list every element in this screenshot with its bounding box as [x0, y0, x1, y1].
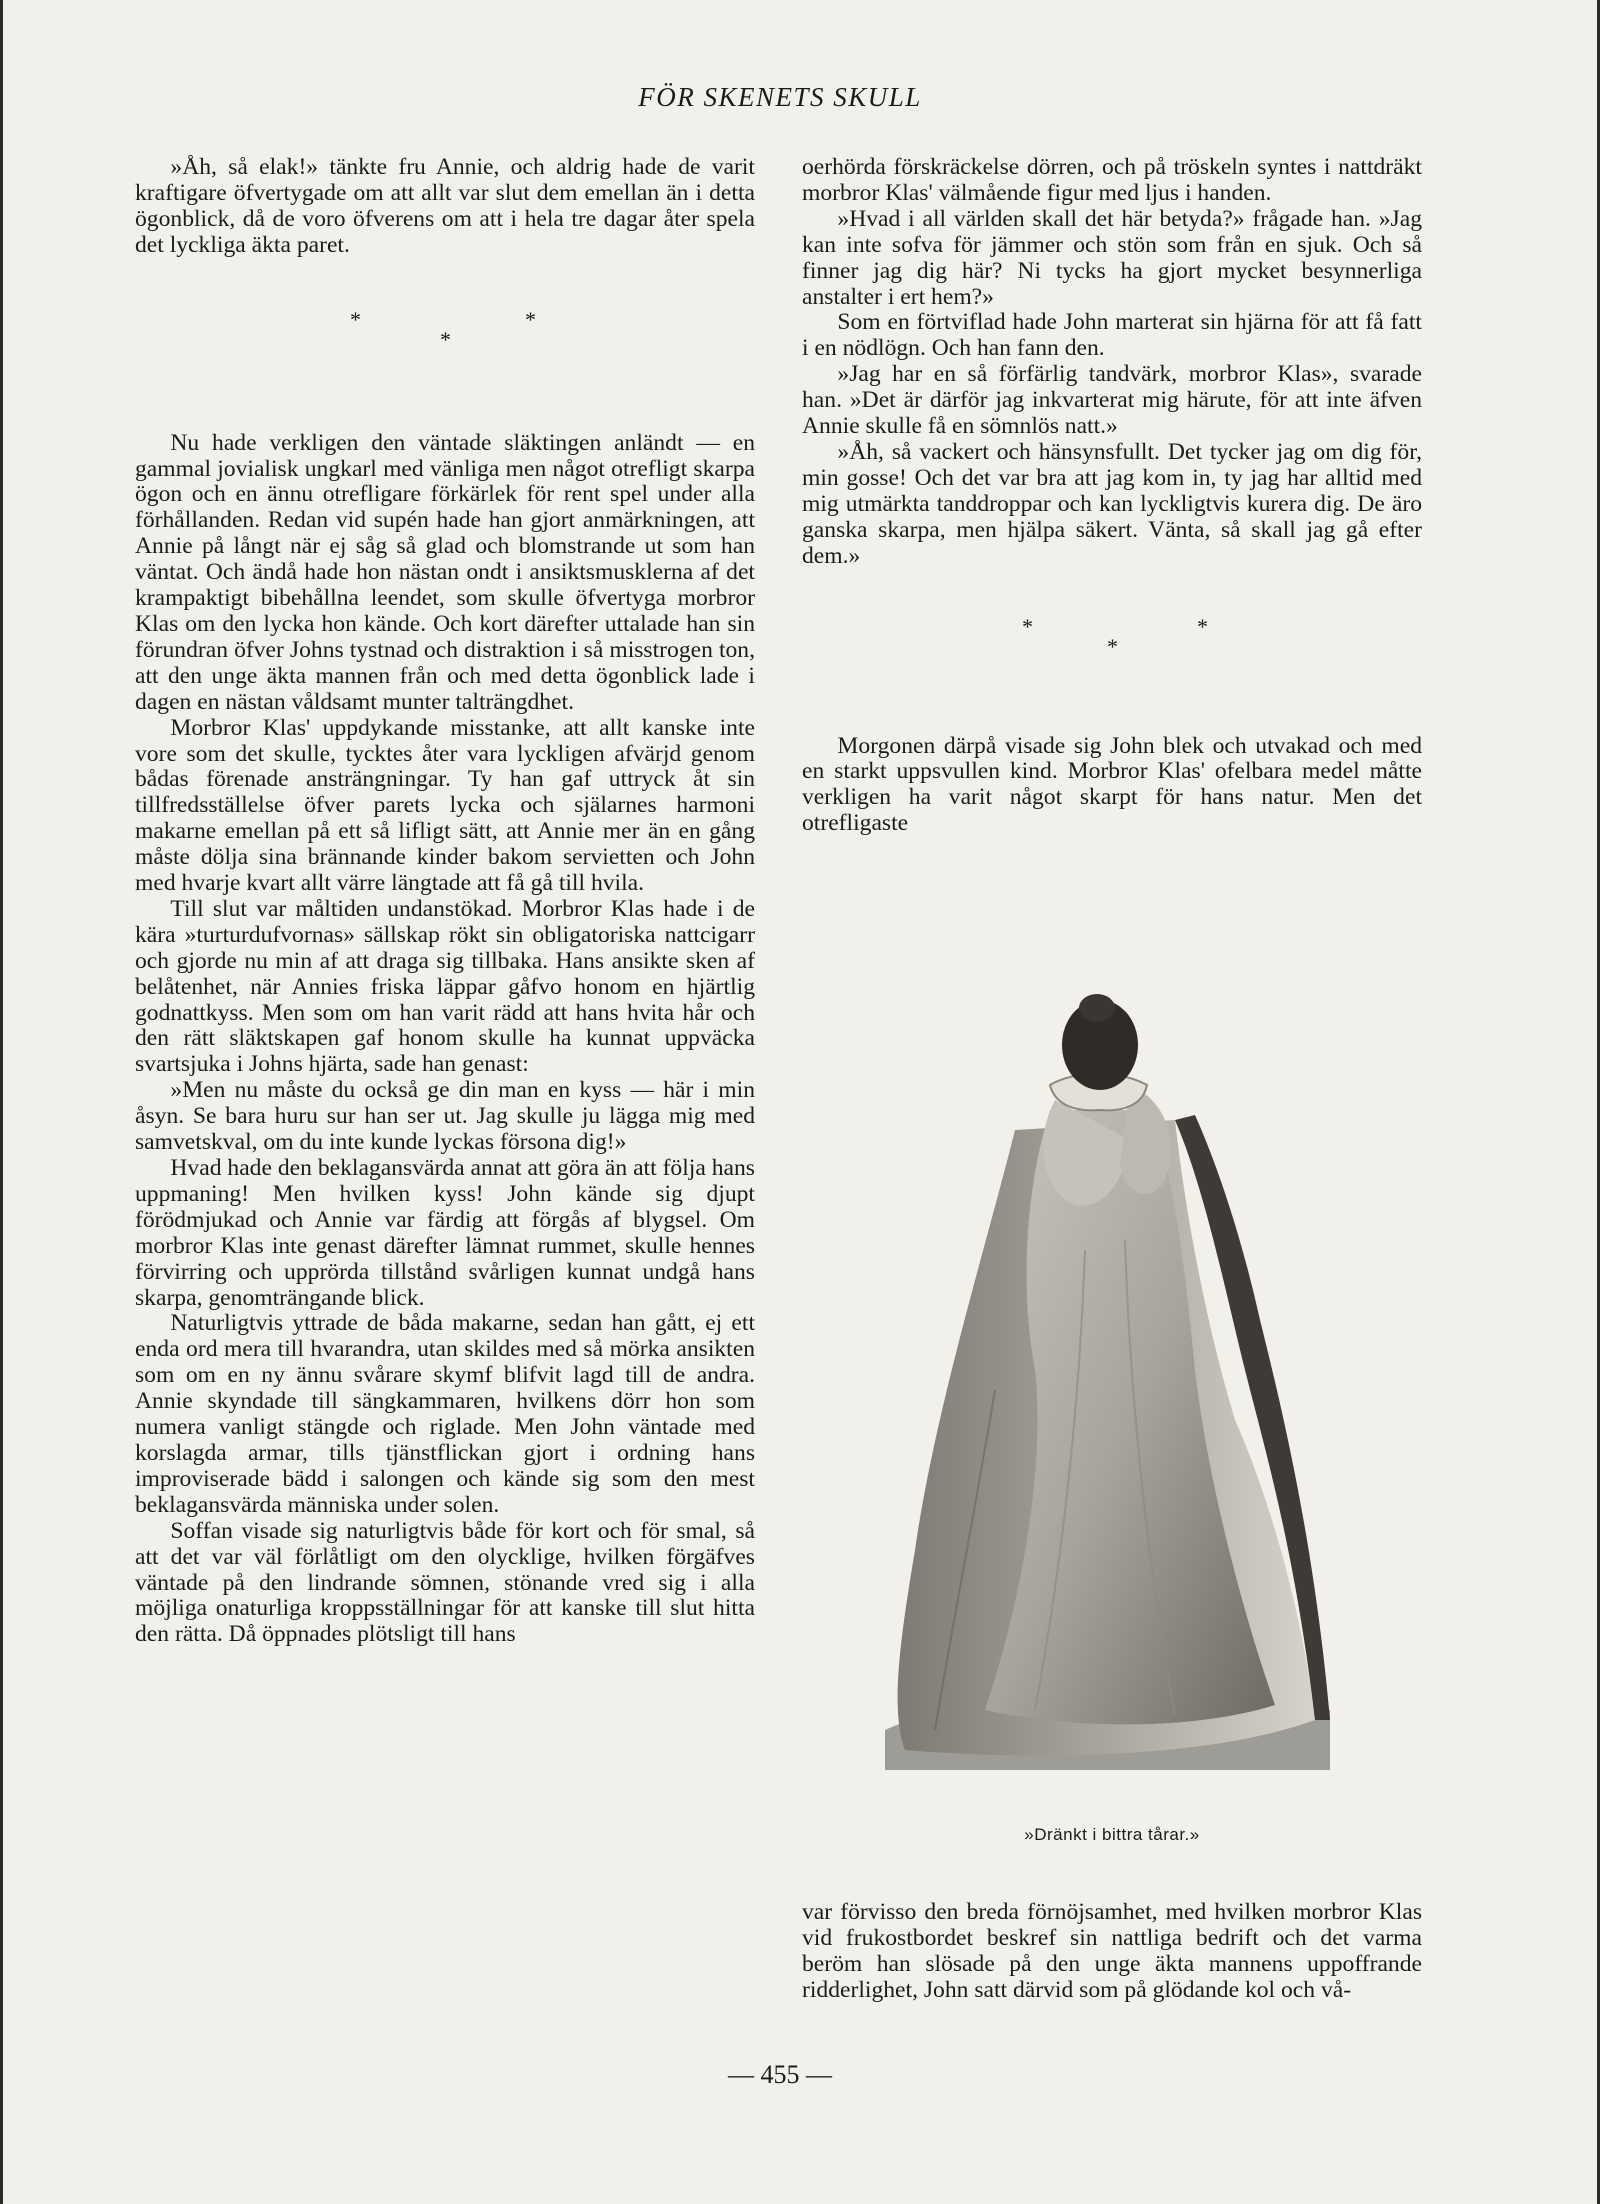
right-column-bottom [802, 1900, 1422, 2004]
paragraph: »Åh, så vackert och hänsynsfullt. Det tycker jag om dig för, min gosse! Och det var bra att jag kom in, ty jag har alltid med mig utmärkta tanddroppar och kan lyckligtvis kurera dig. De äro ganska skarpa, men hjälpa säkert. Vänta, så skall jag gå efter dem.» [802, 438, 1422, 569]
paragraph: »Åh, så elak!» tänkte fru Annie, och aldrig hade de varit kraftigare öfvertygade om att allt var slut dem emellan än i detta ögonblick, då de voro öfverens om att i hela tre dagar åter spela det lyckliga äkta paret. [135, 154, 755, 258]
section-separator: * * * [350, 306, 536, 352]
paragraph: »Jag har en så förfärlig tandvärk, morbror Klas», svarade han. »Det är därför jag inkvarterat mig härute, för att inte äfven Annie skulle få en sömnlös natt.» [802, 361, 1422, 440]
scan-edge-left [0, 0, 3, 2204]
running-title: FÖR SKENETS SKULL [638, 82, 922, 112]
right-column-top [802, 155, 1422, 837]
paragraph: Som en förtviflad hade John marterat sin hjärna för att få fatt i en nödlögn. Och han fann den. [802, 309, 1422, 362]
illustration-image [875, 990, 1335, 1780]
paragraph: Naturligtvis yttrade de båda makarne, sedan han gått, ej ett enda ord mera till hvarandra, utan skildes med så mörka ansikten som om en ny ännu svårare skymf blifvit lagd till de andra. Annie skyndade till sängkammaren, hvilkens dörr hon som numera vanligt stängde och riglade. Men John väntade med korslagda armar, tills tjänstflickan gjort i ordning hans improviserade bädd i salongen och kände sig som den mest beklagansvärda människa under solen. [135, 1310, 755, 1518]
paragraph: Morbror Klas' uppdykande misstanke, att allt kanske inte vore som det skulle, tycktes åter vara lyckligen afvärjd genom bådas förenade ansträngningar. Ty han gaf uttryck åt sin tillfredsställelse öfver parets lycka och själarnes harmoni makarne emellan på ett så lifligt sätt, att Annie mer än en gång måste dölja sina brännande kinder bakom servietten och John med hvarje kvart allt värre längtade att få gå till hvila. [135, 714, 755, 897]
section-separator: * * * [1022, 613, 1208, 659]
left-column [135, 155, 755, 1648]
page-number: — 455 — [728, 2060, 832, 2089]
paragraph: Nu hade verkligen den väntade släktingen anländt — en gammal jovialisk ungkarl med vänliga men något otrefligt skarpa ögon och en ännu otrefligare förkärlek för rent spel under alla förhållanden. Redan vid supén hade han gjort anmärkningen, att Annie på långt när ej såg så glad och blomstrande ut som han väntat. Och ändå hade hon nästan ondt i ansiktsmusklerna af det krampaktigt bibehållna leendet, som skulle öfvertyga morbror Klas om den lycka hon kände. Och kort därefter uttalade han sin förundran öfver Johns tystnad och distraktion i så misstrogen ton, att den unge äkta mannen från och med detta ögonblick lade i dagen en nästan våldsamt munter talträngdhet. [135, 429, 755, 715]
illustration-caption: »Dränkt i bittra tårar.» [1024, 1825, 1200, 1844]
paragraph: »Men nu måste du också ge din man en kyss — här i min åsyn. Se bara huru sur han ser ut. Jag skulle ju lägga mig med samvetskval, om du inte kunde lyckas försona dig!» [135, 1077, 755, 1156]
paragraph: var förvisso den breda förnöjsamhet, med hvilken morbror Klas vid frukostbordet beskref sin nattliga bedrift och det varma beröm han slösade på den unge äkta mannens uppoffrande ridderlighet, John satt därvid som på glödande kol och vå- [802, 1899, 1422, 2003]
paragraph: »Hvad i all världen skall det här betyda?» frågade han. »Jag kan inte sofva för jämmer och stön som från en sjuk. Och så finner jag dig här? Ni tycks ha gjort mycket besynnerliga anstalter i ert hem?» [802, 205, 1422, 310]
paragraph: Till slut var måltiden undanstökad. Morbror Klas hade i de kära »turturdufvornas» sällskap rökt sin obligatoriska nattcigarr och gjorde nu min af att draga sig tillbaka. Hans ansikte sken af belåtenhet, när Annies friska läppar gåfvo honom en hjärtlig godnattkyss. Men som om han varit rädd att hans hvita hår och den rätt släktskapen gaf honom skulle ha kunnat uppväcka svartsjuka i Johns hjärta, sade han genast: [135, 895, 755, 1078]
paragraph: Hvad hade den beklagansvärda annat att göra än att följa hans uppmaning! Men hvilken kyss! John kände sig djupt förödmjukad och Annie var färdig att förgås af blygsel. Om morbror Klas inte genast därefter lämnat rummet, skulle hennes förvirring och upprörda tillstånd svårligen kunnat undgå hans skarpa, genomträngande blick. [135, 1155, 755, 1311]
paragraph: Morgonen därpå visade sig John blek och utvakad och med en starkt uppsvullen kind. Morbror Klas' ofelbara medel måtte verkligen ha varit något skarpt för hans natur. Men det otrefligaste [802, 732, 1422, 837]
illustration-woman-in-gown [875, 990, 1335, 1780]
paragraph: oerhörda förskräckelse dörren, och på tröskeln syntes i nattdräkt morbror Klas' välmående figur med ljus i handen. [802, 154, 1422, 206]
paragraph: Soffan visade sig naturligtvis både för kort och för smal, så att det var väl förlåtligt om den olycklige, hvilken förgäfves väntade på den lindrande sömnen, stönande vred sig i alla möjliga onaturliga kroppsställningar för att kanske till slut hitta den rätta. Då öppnades plötsligt till hans [135, 1517, 755, 1648]
